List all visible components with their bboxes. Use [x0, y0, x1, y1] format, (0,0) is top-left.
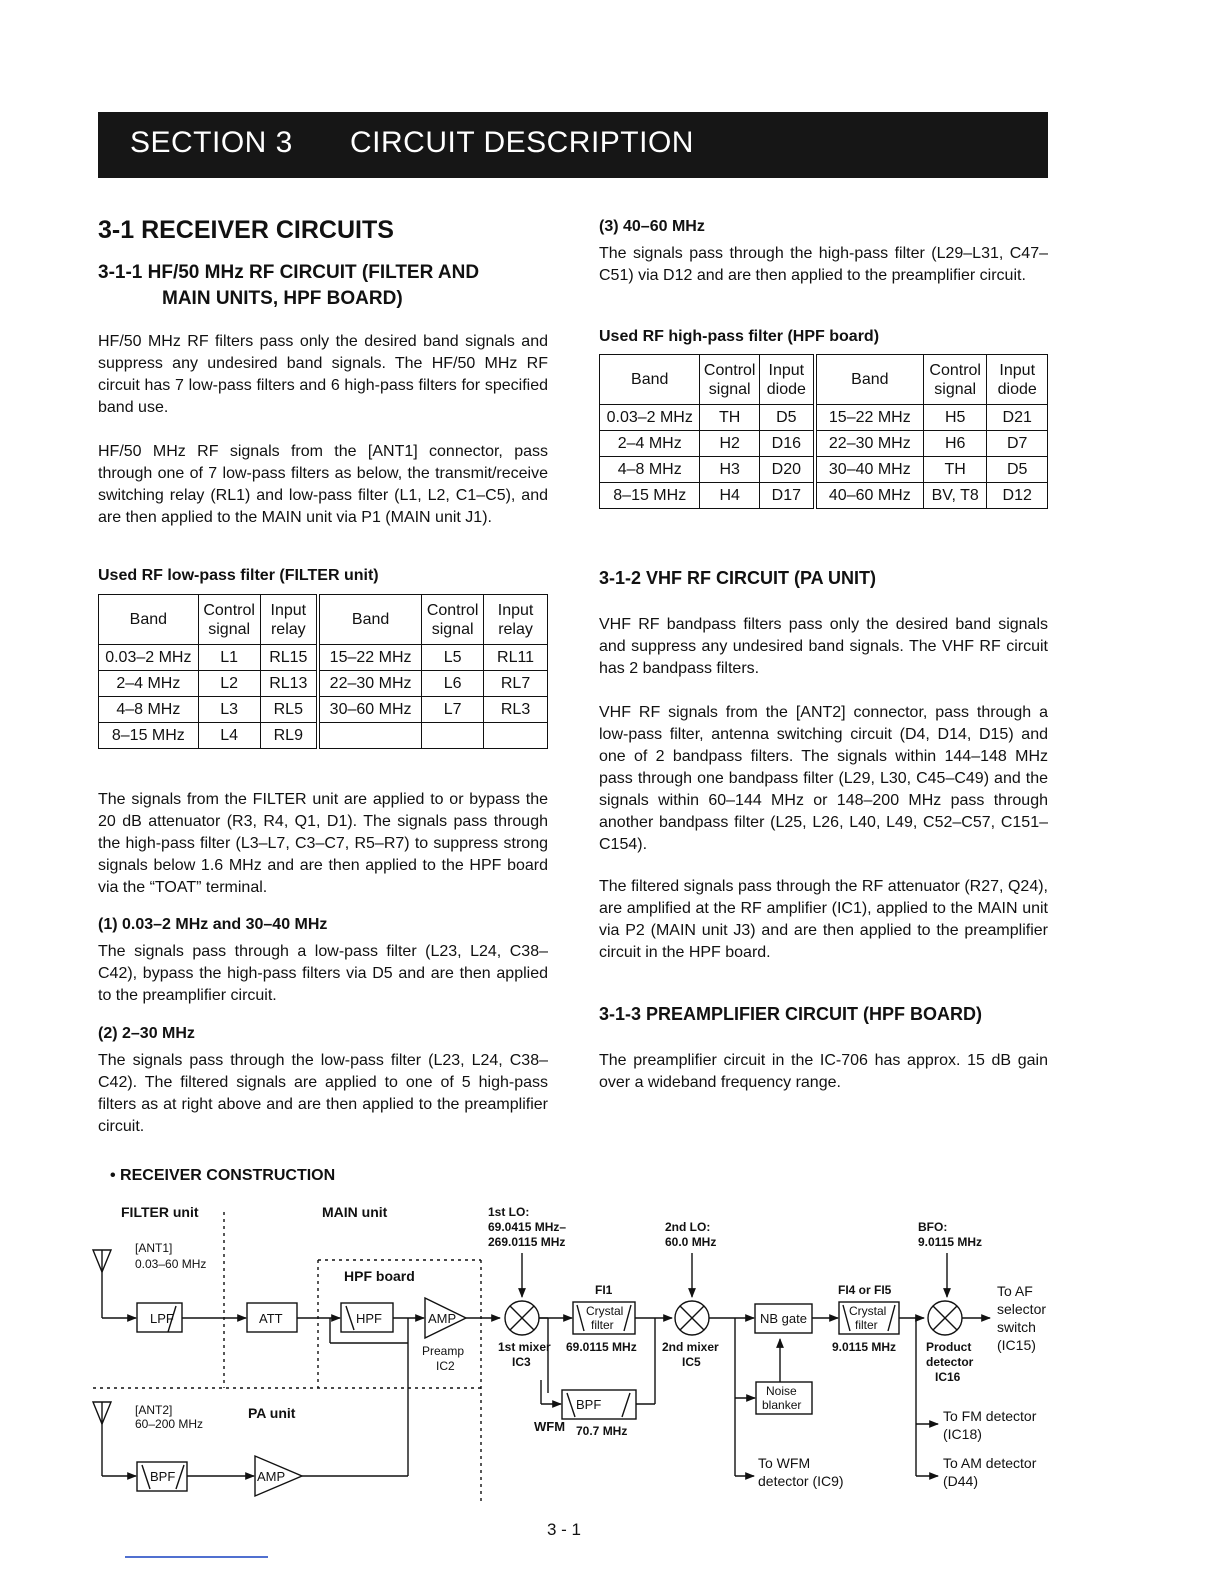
- table-cell: [422, 723, 484, 749]
- att-label: ATT: [259, 1311, 283, 1326]
- bpf-freq-label: 70.7 MHz: [576, 1424, 628, 1438]
- table-cell: L7: [422, 697, 484, 723]
- table-cell: L5: [422, 645, 484, 671]
- paragraph-vhf-filtered: The filtered signals pass through the RF attenuator (R27, Q24), are amplified at the RF amplifier (IC1), applied to the MAIN unit via P2 (MAIN unit J3) and are then applied to the preamplifier circuit in the HPF board.: [599, 878, 1048, 961]
- table-row: [99, 645, 548, 671]
- paragraph-hf-signals: HF/50 MHz RF signals from the [ANT1] connector, pass through one of 7 low-pass filters as below, the transmit/receive switching relay (RL1) and low-pass filter (L1, L2, C1–C5), and are then applied to the MAIN unit via P1 (MAIN unit J1).: [98, 443, 548, 526]
- table-cell: [484, 723, 548, 749]
- table-cell: 0.03–2 MHz: [600, 405, 700, 431]
- table-cell: RL5: [260, 697, 318, 723]
- label-ant2: [ANT2]: [135, 1403, 173, 1417]
- lpf-table-caption: Used RF low-pass filter (FILTER unit): [98, 567, 379, 584]
- table-cell: D12: [987, 483, 1048, 509]
- table-row: [600, 483, 1048, 509]
- filter-label-2: filter: [855, 1318, 878, 1332]
- lpf-label: LPF: [150, 1311, 174, 1326]
- table-cell: 22–30 MHz: [815, 431, 924, 457]
- to-af-line1: To AF: [997, 1283, 1033, 1299]
- table-cell: L6: [422, 671, 484, 697]
- header-control-signal: Control signal: [700, 355, 759, 405]
- table-cell: 4–8 MHz: [600, 457, 700, 483]
- header-input-relay: Input relay: [484, 595, 548, 645]
- receiver-construction-diagram: [0, 1160, 1224, 1510]
- hpf-table-caption: Used RF high-pass filter (HPF board): [599, 328, 880, 345]
- header-control-signal: Control signal: [422, 595, 484, 645]
- table-cell: RL11: [484, 645, 548, 671]
- if2-freq: 9.0115 MHz: [832, 1340, 897, 1354]
- subheading-0-03-2mhz: (1) 0.03–2 MHz and 30–40 MHz: [98, 916, 328, 933]
- table-cell: L3: [198, 697, 260, 723]
- detector-label: detector: [926, 1355, 974, 1369]
- table-cell: L2: [198, 671, 260, 697]
- table-cell: BV, T8: [923, 483, 987, 509]
- footer-rule: [125, 1556, 268, 1558]
- table-cell: 30–60 MHz: [318, 697, 422, 723]
- ic2-label: IC2: [436, 1359, 455, 1373]
- table-cell: D17: [759, 483, 814, 509]
- header-band: Band: [99, 595, 199, 645]
- header-input-relay: Input relay: [260, 595, 318, 645]
- label-hpf-board: HPF board: [344, 1268, 415, 1284]
- lo2-freq: 60.0 MHz: [665, 1235, 717, 1249]
- section-title: CIRCUIT DESCRIPTION: [350, 126, 694, 159]
- paragraph-preamplifier: The preamplifier circuit in the IC-706 has approx. 15 dB gain over a wideband frequency range.: [599, 1052, 1048, 1091]
- ic3-label: IC3: [512, 1355, 531, 1369]
- preamp-label: Preamp: [422, 1344, 465, 1358]
- section-number: SECTION 3: [130, 126, 293, 159]
- if1-freq: 69.0115 MHz: [566, 1340, 637, 1354]
- heading-vhf-rf-circuit: 3-1-2 VHF RF CIRCUIT (PA UNIT): [599, 568, 876, 588]
- table-cell: H3: [700, 457, 759, 483]
- to-af-line4: (IC15): [997, 1337, 1036, 1353]
- product-label: Product: [926, 1340, 972, 1354]
- to-am-line2: (D44): [943, 1473, 979, 1489]
- table-cell: D21: [987, 405, 1048, 431]
- table-cell: 2–4 MHz: [99, 671, 199, 697]
- label-ant2-range: 60–200 MHz: [135, 1417, 204, 1431]
- paragraph-filter-unit-signals: The signals from the FILTER unit are applied to or bypass the 20 dB attenuator (R3, R4, Q1, D1). The signals pass through the high-pass filter (L3–L7, C3–C7, R5–R7) to suppress strong signals below 1.6 MHz and are then applied to the HPF board via the “TOAT” terminal.: [98, 791, 548, 896]
- lo1-label: 1st LO:: [488, 1205, 530, 1219]
- table-row: [600, 457, 1048, 483]
- table-cell: 8–15 MHz: [600, 483, 700, 509]
- heading-hf50-line1: 3-1-1 HF/50 MHz RF CIRCUIT (FILTER AND: [98, 262, 480, 283]
- crystal-label-2: Crystal: [849, 1304, 887, 1318]
- table-cell: RL15: [260, 645, 318, 671]
- wfm-label: WFM: [534, 1419, 566, 1434]
- mixer2-label: 2nd mixer: [662, 1340, 719, 1354]
- table-cell: D5: [987, 457, 1048, 483]
- amp-label-pa: AMP: [257, 1469, 286, 1484]
- table-cell: H5: [923, 405, 987, 431]
- table-cell: 0.03–2 MHz: [99, 645, 199, 671]
- to-fm-line1: To FM detector: [943, 1408, 1037, 1424]
- table-cell: D16: [759, 431, 814, 457]
- table-row: [99, 671, 548, 697]
- ic16-label: IC16: [935, 1370, 961, 1384]
- noise-label: Noise: [766, 1384, 797, 1398]
- table-cell: 40–60 MHz: [815, 483, 924, 509]
- label-ant1-range: 0.03–60 MHz: [135, 1257, 207, 1271]
- table-cell: D5: [759, 405, 814, 431]
- diagram-title: • RECEIVER CONSTRUCTION: [110, 1167, 336, 1184]
- header-band: Band: [815, 355, 924, 405]
- table-cell: H6: [923, 431, 987, 457]
- table-cell: L4: [198, 723, 260, 749]
- table-cell: RL3: [484, 697, 548, 723]
- header-control-signal: Control signal: [198, 595, 260, 645]
- page-number: 3 - 1: [547, 1520, 582, 1539]
- table-cell: 2–4 MHz: [600, 431, 700, 457]
- table-cell: H4: [700, 483, 759, 509]
- to-af-line3: switch: [997, 1319, 1036, 1335]
- header-input-diode: Input diode: [759, 355, 814, 405]
- table-cell: 15–22 MHz: [815, 405, 924, 431]
- label-ant1: [ANT1]: [135, 1241, 173, 1255]
- filter-label-1: filter: [591, 1318, 614, 1332]
- table-cell: RL13: [260, 671, 318, 697]
- label-pa-unit: PA unit: [248, 1405, 296, 1421]
- amp-label: AMP: [428, 1311, 457, 1326]
- paragraph-vhf-filters: VHF RF bandpass filters pass only the desired band signals and suppress any undesired band signals. The VHF RF circuit has 2 bandpass filters.: [599, 616, 1048, 677]
- table-row: [99, 697, 548, 723]
- to-af-line2: selector: [997, 1301, 1047, 1317]
- paragraph-40-60mhz: The signals pass through the high-pass filter (L29–L31, C47–C51) via D12 and are then applied to the preamplifier circuit.: [599, 245, 1048, 284]
- table-cell: [318, 723, 422, 749]
- table-cell: 4–8 MHz: [99, 697, 199, 723]
- lo1-freq-b: 269.0115 MHz: [488, 1235, 566, 1249]
- subheading-2-30mhz: (2) 2–30 MHz: [98, 1025, 195, 1042]
- bpf-label-wfm: BPF: [576, 1397, 602, 1412]
- hpf-table: [599, 354, 1048, 509]
- table-cell: 8–15 MHz: [99, 723, 199, 749]
- fi4-label: FI4 or FI5: [838, 1283, 892, 1297]
- table-cell: D7: [987, 431, 1048, 457]
- table-cell: TH: [700, 405, 759, 431]
- table-cell: TH: [923, 457, 987, 483]
- paragraph-0-03-2mhz: The signals pass through a low-pass filter (L23, L24, C38–C42), bypass the high-pass filters via D5 and are then applied to the preamplifier circuit.: [98, 943, 548, 1004]
- section-banner: [98, 112, 1048, 178]
- to-wfm-line1: To WFM: [758, 1455, 811, 1471]
- lpf-table: [98, 594, 548, 749]
- header-band: Band: [600, 355, 700, 405]
- to-am-line1: To AM detector: [943, 1455, 1037, 1471]
- bfo-freq: 9.0115 MHz: [918, 1235, 983, 1249]
- nb-gate-label: NB gate: [760, 1311, 807, 1326]
- fi1-label: FI1: [595, 1283, 613, 1297]
- header-control-signal: Control signal: [923, 355, 987, 405]
- table-header-row: [600, 355, 1048, 405]
- ic5-label: IC5: [682, 1355, 701, 1369]
- header-band: Band: [318, 595, 422, 645]
- table-cell: RL7: [484, 671, 548, 697]
- table-cell: D20: [759, 457, 814, 483]
- table-row: [600, 405, 1048, 431]
- table-cell: H2: [700, 431, 759, 457]
- table-cell: 22–30 MHz: [318, 671, 422, 697]
- table-cell: 15–22 MHz: [318, 645, 422, 671]
- table-cell: RL9: [260, 723, 318, 749]
- bfo-label: BFO:: [918, 1220, 948, 1234]
- heading-hf50-line2: MAIN UNITS, HPF BOARD): [162, 288, 403, 309]
- paragraph-vhf-signals: VHF RF signals from the [ANT2] connector, pass through a low-pass filter, antenna switching circuit (D4, D14, D15) and one of 2 bandpass filters. The signals within 144–148 MHz pass through one bandpass filter (L29, L30, C45–C49) and the signals within 60–144 MHz or 148–200 MHz pass through another bandpass filter (L25, L26, L40, L49, C52–C57, C151–C154).: [599, 704, 1048, 853]
- blanker-label: blanker: [762, 1398, 802, 1412]
- to-wfm-line2: detector (IC9): [758, 1473, 844, 1489]
- heading-receiver-circuits: 3-1 RECEIVER CIRCUITS: [98, 216, 394, 244]
- table-row: [99, 723, 548, 749]
- crystal-label-1: Crystal: [586, 1304, 624, 1318]
- table-cell: L1: [198, 645, 260, 671]
- subheading-40-60mhz: (3) 40–60 MHz: [599, 218, 705, 235]
- label-filter-unit: FILTER unit: [121, 1204, 199, 1220]
- table-header-row: [99, 595, 548, 645]
- table-cell: 30–40 MHz: [815, 457, 924, 483]
- label-main-unit: MAIN unit: [322, 1204, 388, 1220]
- paragraph-2-30mhz: The signals pass through the low-pass filter (L23, L24, C38–C42). The filtered signals are applied to one of 5 high-pass filters as at right above and are then applied to the preamplifier circuit.: [98, 1052, 548, 1135]
- hpf-label: HPF: [356, 1311, 382, 1326]
- header-input-diode: Input diode: [987, 355, 1048, 405]
- paragraph-hf-filters: HF/50 MHz RF filters pass only the desired band signals and suppress any undesired band signals. The HF/50 MHz RF circuit has 7 low-pass filters and 6 high-pass filters for specified band use.: [98, 333, 548, 416]
- lo2-label: 2nd LO:: [665, 1220, 711, 1234]
- to-fm-line2: (IC18): [943, 1426, 982, 1442]
- bpf-label-pa: BPF: [150, 1469, 176, 1484]
- lo1-freq-a: 69.0415 MHz–: [488, 1220, 567, 1234]
- table-row: [600, 431, 1048, 457]
- heading-preamplifier: 3-1-3 PREAMPLIFIER CIRCUIT (HPF BOARD): [599, 1004, 983, 1024]
- mixer1-label: 1st mixer: [498, 1340, 551, 1354]
